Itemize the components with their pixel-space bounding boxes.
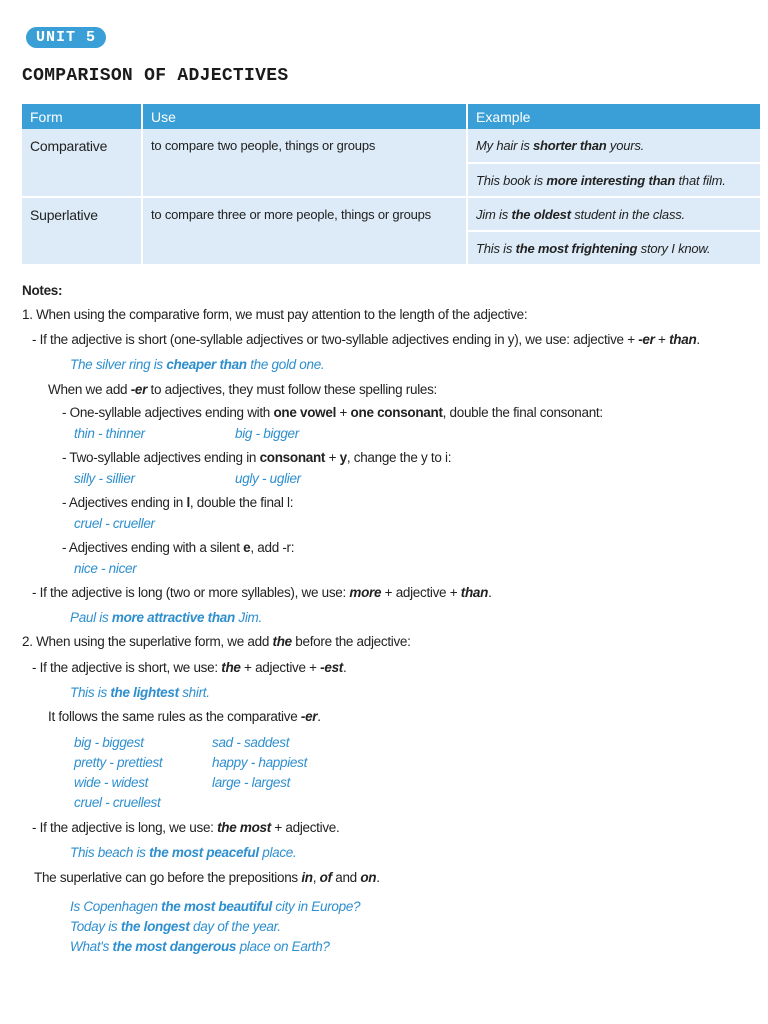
header-example: Example (467, 104, 760, 129)
example-word-pair: large - largest (212, 775, 291, 790)
example-word-pair: silly - sillier (74, 471, 135, 486)
example-word-pair: cruel - crueller (74, 516, 155, 531)
example-word-pair: big - biggest (74, 735, 144, 750)
header-form: Form (22, 104, 142, 129)
example-sentence: The silver ring is cheaper than the gold one. (70, 357, 325, 372)
example-word-pair: wide - widest (74, 775, 149, 790)
example-word-pair: big - bigger (235, 426, 299, 441)
form-cell: Superlative (22, 197, 142, 265)
example-sentence: Paul is more attractive than Jim. (70, 610, 262, 625)
example-cell: Jim is the oldest student in the class. (467, 197, 760, 231)
example-sentence: This is the lightest shirt. (70, 685, 210, 700)
header-use: Use (142, 104, 467, 129)
table-header-row (22, 104, 760, 129)
page-title: COMPARISON OF ADJECTIVES (22, 66, 289, 86)
spelling-rules-intro: When we add -er to adjectives, they must follow these spelling rules: (48, 382, 438, 397)
example-word-pair: sad - saddest (212, 735, 290, 750)
note-1-text: 1. When using the comparative form, we must pay attention to the length of the adjective: (22, 307, 528, 322)
example-word-pair: happy - happiest (212, 755, 308, 770)
unit-badge: UNIT 5 (26, 27, 106, 48)
use-cell: to compare two people, things or groups (142, 129, 467, 197)
example-word-pair: nice - nicer (74, 561, 137, 576)
example-cell: This book is more interesting than that film. (467, 163, 760, 197)
rule-short-comparative: - If the adjective is short (one-syllable adjectives or two-syllable adjectives ending in y), we use: adjective + -er + than. (32, 332, 700, 347)
prepositions-note: The superlative can go before the prepositions in, of and on. (34, 870, 380, 885)
form-cell: Comparative (22, 129, 142, 197)
use-cell: to compare three or more people, things or groups (142, 197, 467, 265)
example-cell: This is the most frightening story I know. (467, 231, 760, 265)
table-row (22, 197, 760, 231)
example-sentence: What's the most dangerous place on Earth? (70, 939, 330, 954)
example-sentence: Today is the longest day of the year. (70, 919, 281, 934)
rule-silent-e: - Adjectives ending with a silent e, add -r: (62, 540, 295, 555)
example-word-pair: pretty - prettiest (74, 755, 163, 770)
example-sentence: Is Copenhagen the most beautiful city in Europe? (70, 899, 361, 914)
example-sentence: This beach is the most peaceful place. (70, 845, 297, 860)
rule-one-syllable: - One-syllable adjectives ending with one vowel + one consonant, double the final consonant: (62, 405, 603, 420)
same-rules-note: It follows the same rules as the comparative -er. (48, 709, 321, 724)
rule-short-superlative: - If the adjective is short, we use: the + adjective + -est. (32, 660, 347, 675)
rule-long-comparative: - If the adjective is long (two or more syllables), we use: more + adjective + than. (32, 585, 492, 600)
rule-ending-l: - Adjectives ending in l, double the final l: (62, 495, 294, 510)
rule-two-syllable: - Two-syllable adjectives ending in consonant + y, change the y to i: (62, 450, 452, 465)
note-2-text: 2. When using the superlative form, we add the before the adjective: (22, 634, 411, 649)
notes-heading: Notes: (22, 283, 63, 298)
grammar-table (22, 104, 760, 266)
table-row (22, 129, 760, 163)
example-word-pair: cruel - cruellest (74, 795, 161, 810)
rule-long-superlative: - If the adjective is long, we use: the most + adjective. (32, 820, 340, 835)
example-word-pair: thin - thinner (74, 426, 145, 441)
example-word-pair: ugly - uglier (235, 471, 301, 486)
example-cell: My hair is shorter than yours. (467, 129, 760, 163)
